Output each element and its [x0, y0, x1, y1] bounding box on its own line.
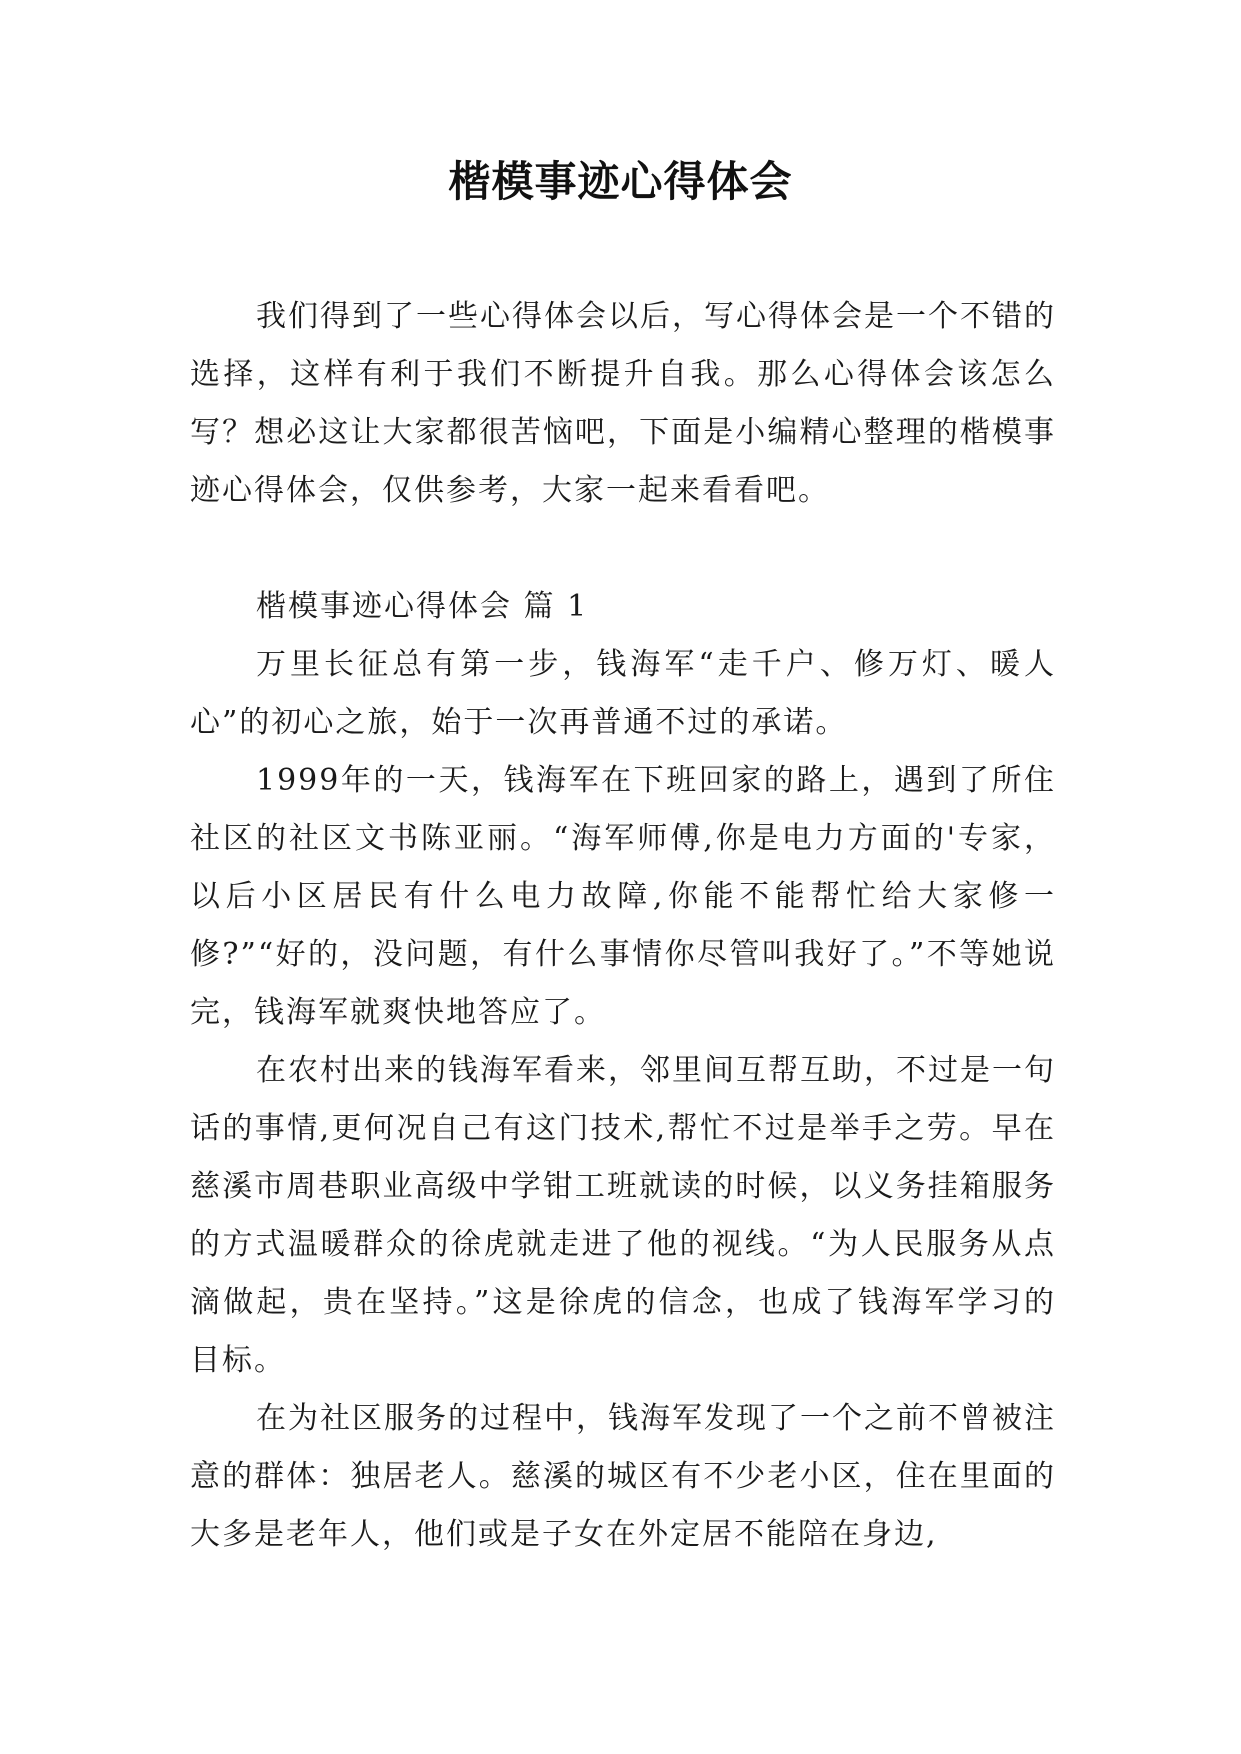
body-paragraph: 在农村出来的钱海军看来，邻里间互帮互助，不过是一句话的事情,更何况自己有这门技术,帮忙不过是举手之劳。早在慈溪市周巷职业高级中学钳工班就读的时候，以义务挂箱服务的方式温暖群众的徐虎就走进了他的视线。“为人民服务从点滴做起，贵在坚持。”这是徐虎的信念，也成了钱海军学习的目标。: [190, 1053, 1056, 1378]
intro-paragraph: 我们得到了一些心得体会以后，写心得体会是一个不错的选择，这样有利于我们不断提升自我。那么心得体会该怎么写？想必这让大家都很苦恼吧，下面是小编精心整理的楷模事迹心得体会，仅供参考，大家一起来看看吧。: [190, 299, 1056, 508]
body-paragraph: 万里长征总有第一步，钱海军“走千户、修万灯、暖人心”的初心之旅，始于一次再普通不过的承诺。: [190, 647, 1056, 740]
body-paragraph: 在为社区服务的过程中，钱海军发现了一个之前不曾被注意的群体：独居老人。慈溪的城区有不少老小区，住在里面的大多是老年人，他们或是子女在外定居不能陪在身边,: [190, 1401, 1056, 1552]
body-paragraph: 1999年的一天，钱海军在下班回家的路上，遇到了所住社区的社区文书陈亚丽。“海军师傅,你是电力方面的'专家，以后小区居民有什么电力故障,你能不能帮忙给大家修一修?”“好的，没问题，有什么事情你尽管叫我好了。”不等她说完，钱海军就爽快地答应了。: [190, 763, 1056, 1030]
document-body: [190, 288, 1056, 1564]
section-heading: 楷模事迹心得体会 篇 1: [256, 589, 589, 624]
document-title: 楷模事迹心得体会: [448, 157, 793, 206]
